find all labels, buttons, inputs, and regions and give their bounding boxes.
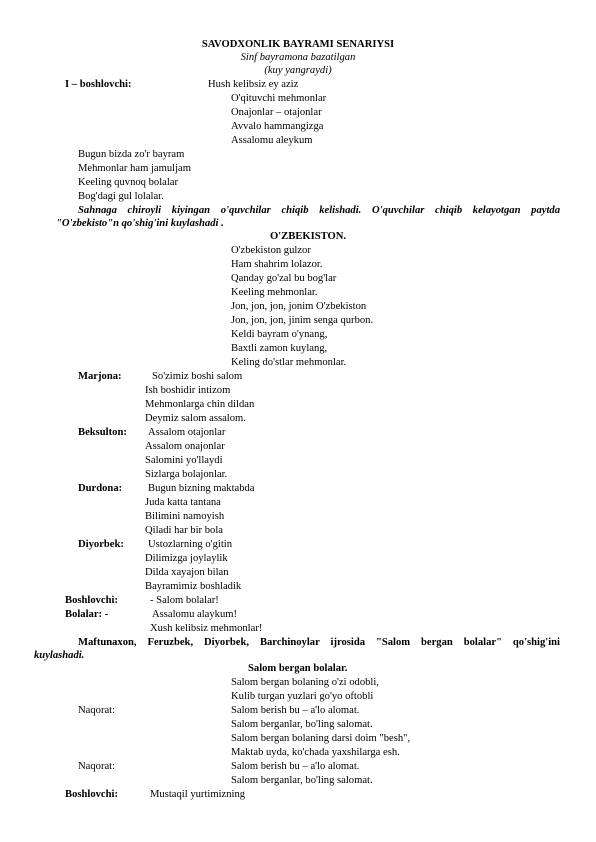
- stage-direction: "O'zbekisto"n qo'shig'ini kuylashadi .: [56, 218, 224, 229]
- verse-line: Avvalo hammangizga: [231, 121, 324, 132]
- verse-line: Mustaqil yurtimizning: [150, 789, 246, 800]
- speaker-label: Beksulton:: [78, 427, 127, 438]
- speaker-label: Boshlovchi:: [65, 789, 118, 800]
- stage-direction: Maftunaxon, Feruzbek, Diyorbek, Barchinoylar ijrosida "Salom bergan bolalar" qo'shig'ini: [78, 637, 560, 648]
- speaker-label: I – boshlovchi:: [65, 79, 132, 90]
- verse-line: Qiladi har bir bola: [145, 525, 223, 536]
- verse-line: O'zbekiston gulzor: [231, 245, 311, 256]
- verse-line: Assalomu alaykum!: [152, 609, 238, 620]
- verse-line: Ustozlarning o'gitin: [148, 539, 232, 550]
- verse-line: Bilimini namoyish: [145, 511, 225, 522]
- verse-line: Salom berganlar, bo'ling salomat.: [231, 775, 373, 786]
- refrain-label: Naqorat:: [78, 705, 116, 716]
- speaker-label: Diyorbek:: [78, 539, 124, 550]
- speaker-label: Durdona:: [78, 483, 123, 494]
- verse-line: Jon, jon, jon, jinim senga qurbon.: [231, 315, 374, 326]
- verse-line: Dilimizga joylaylik: [145, 553, 228, 564]
- verse-line: Keling do'stlar mehmonlar.: [231, 357, 347, 368]
- verse-line: Salomini yo'llaydi: [145, 455, 223, 466]
- verse-line: Assalom otajonlar: [148, 427, 226, 438]
- verse-line: Salom berganlar, bo'ling salomat.: [231, 719, 373, 730]
- speaker-label: Boshlovchi:: [65, 595, 118, 606]
- verse-line: - Salom bolalar!: [150, 595, 219, 606]
- verse-line: Baxtli zamon kuylang,: [231, 343, 328, 354]
- song-title: Salom bergan bolalar.: [248, 663, 348, 674]
- verse-line: Assalom onajonlar: [145, 441, 225, 452]
- speaker-label: Marjona:: [78, 371, 122, 382]
- verse-line: Juda katta tantana: [145, 497, 221, 508]
- verse-line: Assalomu aleykum: [231, 135, 313, 146]
- verse-line: Qanday go'zal bu bog'lar: [231, 273, 337, 284]
- verse-line: Mehmonlar ham jamuljam: [78, 163, 191, 174]
- verse-line: Bugun bizning maktabda: [148, 483, 255, 494]
- verse-line: Ham shahrim lolazor.: [231, 259, 323, 270]
- verse-line: Xush kelibsiz mehmonlar!: [150, 623, 263, 634]
- verse-line: Onajonlar – otajonlar: [231, 107, 322, 118]
- verse-line: Salom bergan bolaning o'zi odobli,: [231, 677, 379, 688]
- verse-line: Ish boshidir intizom: [145, 385, 231, 396]
- speaker-label: Bolalar: -: [65, 609, 109, 620]
- refrain-label: Naqorat:: [78, 761, 116, 772]
- verse-line: Mehmonlarga chin dildan: [145, 399, 255, 410]
- stage-direction: Sahnaga chiroyli kiyingan o'quvchilar chiqib kelishadi. O'quvchilar chiqib kelayotgan paytda: [78, 205, 560, 216]
- verse-line: Salom bergan bolaning darsi doim "besh",: [231, 733, 411, 744]
- verse-line: Jon, jon, jon, jonim O'zbekiston: [231, 301, 367, 312]
- verse-line: Sizlarga bolajonlar.: [145, 469, 228, 480]
- verse-line: Bog'dagi gul lolalar.: [78, 191, 164, 202]
- verse-line: Hush kelibsiz ey aziz: [208, 79, 299, 90]
- verse-line: Salom berish bu – a'lo alomat.: [231, 705, 360, 716]
- stage-direction: kuylashadi.: [34, 650, 85, 661]
- verse-line: Maktab uyda, ko'chada yaxshilarga esh.: [231, 747, 400, 758]
- verse-line: Keeling quvnoq bolalar: [78, 177, 179, 188]
- verse-line: Bugun bizda zo'r bayram: [78, 149, 185, 160]
- document-title: SAVODXONLIK BAYRAMI SENARIYSI: [201, 39, 395, 50]
- verse-line: Bayramimiz boshladik: [145, 581, 242, 592]
- verse-line: Keldi bayram o'ynang,: [231, 329, 328, 340]
- song-title: O'ZBEKISTON.: [270, 231, 347, 242]
- verse-line: Keeling mehmonlar.: [231, 287, 318, 298]
- verse-line: Deymiz salom assalom.: [145, 413, 246, 424]
- verse-line: Kulib turgan yuzlari go'yo oftobli: [231, 691, 374, 702]
- document-subtitle: Sinf bayramona bazatilgan: [240, 52, 356, 63]
- verse-line: Dilda xayajon bilan: [145, 567, 229, 578]
- verse-line: So'zimiz boshi salom: [152, 371, 243, 382]
- verse-line: O'qituvchi mehmonlar: [231, 93, 327, 104]
- verse-line: Salom berish bu – a'lo alomat.: [231, 761, 360, 772]
- stage-direction-music: (kuy yangraydi): [264, 65, 332, 76]
